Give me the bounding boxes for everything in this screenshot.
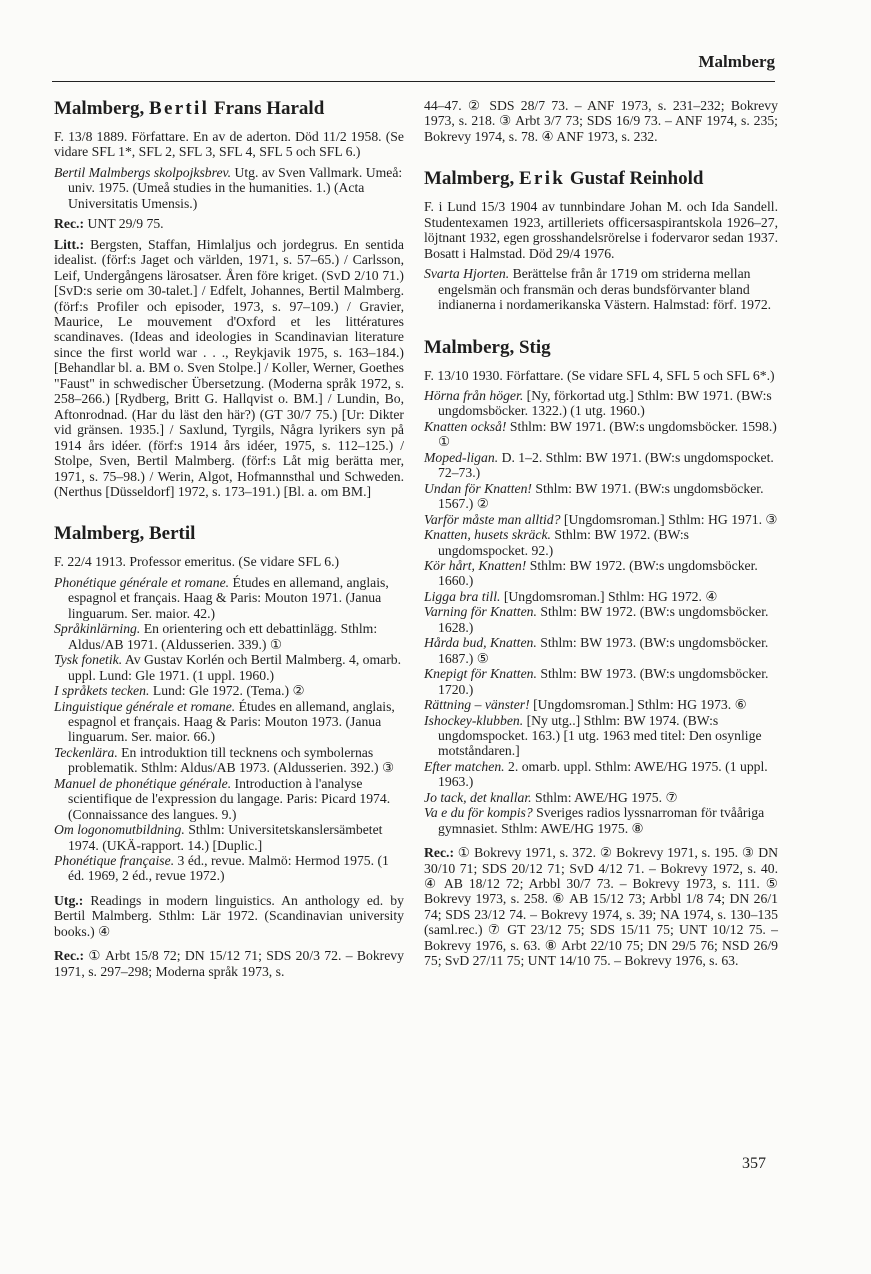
entry-heading: Malmberg, Bertil — [54, 523, 196, 545]
work-item: Tysk fonetik. Av Gustav Korlén och Bertil Malmberg. 4, omarb. uppl. Lund: Gle 1971. (1 uppl. 1960.) — [54, 652, 402, 683]
works-list — [424, 388, 778, 836]
work-item: Moped-ligan. D. 1–2. Sthlm: BW 1971. (BW:s ungdomspocket. 72–73.) — [424, 449, 774, 481]
work-item: Om logonomutbildning. Sthlm: Universitetskanslersämbetet 1974. (UKÄ-rapport. 14.) [Duplic.] — [54, 822, 383, 853]
reviews: Rec.: UNT 29/9 75. — [54, 216, 164, 232]
reviews: Rec.: ① Arbt 15/8 72; DN 15/12 71; SDS 20/3 72. – Bokrevy 1971, s. 297–298; Moderna språk 1973, s. — [54, 948, 404, 979]
work-item: Efter matchen. 2. omarb. uppl. Sthlm: AWE/HG 1975. (1 uppl. 1963.) — [424, 758, 768, 790]
work-item: Språkinlärning. En orientering och ett debattinlägg. Sthlm: Aldus/AB 1971. (Aldusserien. 339.) ① — [54, 621, 378, 652]
work-item: Va e du för kompis? Sveriges radios lyssnarroman för tvååriga gymnasiet. Sthlm: AWE/HG 1975. ⑧ — [424, 805, 765, 836]
work-item: Knatten också! Sthlm: BW 1971. (BW:s ungdomsböcker. 1598.) ① — [424, 418, 777, 450]
edited-works: Utg.: Readings in modern linguistics. An anthology ed. by Bertil Malmberg. Sthlm: Lär 1972. (Scandinavian university books.) ④ — [54, 892, 404, 939]
work-item: I språkets tecken. Lund: Gle 1972. (Tema.) ② — [54, 683, 305, 699]
work-item: Varför måste man alltid? [Ungdomsroman.] Sthlm: HG 1971. ③ — [424, 511, 778, 527]
work-item: Hårda bud, Knatten. Sthlm: BW 1973. (BW:s ungdomsböcker. 1687.) ⑤ — [424, 635, 769, 666]
work-item: Phonétique générale et romane. Études en allemand, anglais, espagnol et français. Haag & Paris: Mouton 1971. (Janua linguarum. Ser. maior. 42.) — [54, 574, 389, 621]
header-rule — [52, 81, 775, 82]
entry-bio: F. 13/8 1889. Författare. En av de aderton. Död 11/2 1958. (Se vidare SFL 1*, SFL 2, SFL 3, SFL 4, SFL 5 och SFL 6.) — [54, 129, 404, 160]
entry-bio: F. 13/10 1930. Författare. (Se vidare SFL 4, SFL 5 och SFL 6*.) — [424, 367, 775, 383]
entry-malmberg-bertil-frans-harald — [54, 98, 404, 499]
work-item: Phonétique française. 3 éd., revue. Malmö: Hermod 1975. (1 éd. 1969, 2 éd., revue 1972.) — [54, 853, 389, 884]
work-item: Linguistique générale et romane. Études en allemand, anglais, espagnol et français. Haag & Paris: Mouton 1973. (Janua linguarum. Ser. maior. 66.) — [54, 698, 395, 745]
work-item: Knatten, husets skräck. Sthlm: BW 1972. (BW:s ungdomspocket. 92.) — [424, 527, 690, 558]
entry-malmberg-bertil — [54, 523, 404, 979]
work-item: Manuel de phonétique générale. Introduction à l'analyse scientifique de l'expression du langage. Paris: Picard 1974. (Connaissance des langues. 9.) — [54, 775, 391, 822]
work-item: Kör hårt, Knatten! Sthlm: BW 1972. (BW:s ungdomsböcker. 1660.) — [424, 557, 758, 589]
right-column — [424, 98, 778, 969]
work-item: Undan för Knatten! Sthlm: BW 1971. (BW:s ungdomsböcker. 1567.) ② — [424, 480, 764, 512]
work-item: Hörna från höger. [Ny, förkortad utg.] Sthlm: BW 1971. (BW:s ungdomsböcker. 1322.) (1 utg. 1960.) — [424, 387, 772, 419]
running-head — [0, 0, 871, 82]
entry-malmberg-stig — [424, 337, 778, 969]
reviews-continued: 44–47. ② SDS 28/7 73. – ANF 1973, s. 231–232; Bokrevy 1973, s. 218. ③ Arbt 3/7 73; SDS 16/9 73. – ANF 1974, s. 235; Bokrevy 1974, s. 78. ④ ANF 1973, s. 232. — [424, 98, 778, 144]
work-item: Bertil Malmbergs skolpojksbrev. Utg. av Sven Vallmark. Umeå: univ. 1975. (Umeå studies in the humanities. 1.) (Acta Universitatis Umensis.) — [54, 164, 403, 211]
entry-heading: Malmberg, Stig — [424, 336, 551, 358]
work-item: Jo tack, det knallar. Sthlm: AWE/HG 1975. ⑦ — [424, 789, 678, 805]
work-item: Ligga bra till. [Ungdomsroman.] Sthlm: HG 1972. ④ — [424, 588, 718, 604]
work-item: Varning för Knatten. Sthlm: BW 1972. (BW:s ungdomsböcker. 1628.) — [424, 604, 769, 635]
left-column — [54, 98, 404, 979]
entry-bio: F. 22/4 1913. Professor emeritus. (Se vidare SFL 6.) — [54, 554, 340, 570]
entry-heading: Malmberg, Bertil Frans Harald — [54, 98, 325, 119]
work-item: Knepigt för Knatten. Sthlm: BW 1973. (BW:s ungdomsböcker. 1720.) — [424, 666, 769, 697]
work-item: Ishockey-klubben. [Ny utg..] Sthlm: BW 1974. (BW:s ungdomspocket. 163.) [1 utg. 1963 med titel: Den osynlige motståndaren.] — [424, 712, 762, 759]
entry-heading: Malmberg, Erik Gustaf Reinhold — [424, 168, 704, 190]
work-item: Svarta Hjorten. Berättelse från år 1719 om striderna mellan engelsmän och fransmän och deras bundsförvanter bland indianerna i nordamerikanska Västern. Halmstad: förf. 1972. — [424, 266, 772, 313]
reviews: Rec.: ① Bokrevy 1971, s. 372. ② Bokrevy 1971, s. 195. ③ DN 30/10 71; SDS 20/12 71; SvD 4/12 71. – Bokrevy 1972, s. 40. ④ AB 18/12 72; Arbbl 30/7 73. – Bokrevy 1973, s. 111. ⑤ Bokrevy 1973, s. 258. ⑥ AB 15/12 73; Arbbl 1/8 74; DN 26/1 74; SDS 23/12 74. – Bokrevy 1974, s. 39; NA 1974, s. 130–135 (saml.rec.) ⑦ GT 23/12 75; SDS 15/11 75; UNT 10/12 75. – Bokrevy 1976, s. 63. ⑧ Arbt 22/10 75; DN 29/5 76; NSD 26/9 75; SvD 27/11 75; UNT 14/10 75. – Bokrevy 1976, s. 63. — [424, 845, 778, 969]
entry-malmberg-erik-gustaf-reinhold — [424, 168, 778, 312]
works-list — [54, 575, 404, 884]
page-number: 357 — [742, 1155, 766, 1172]
work-item: Teckenlära. En introduktion till tecknens och symbolernas problematik. Sthlm: Aldus/AB 1973. (Aldusserien. 392.) ③ — [54, 744, 395, 776]
entry-bio: F. i Lund 15/3 1904 av tunnbindare Johan M. och Ida Sandell. Studentexamen 1923, artilleriets officersaspirantskola 1926–27, löjtnant 1932, egen grosshandelsrörelse i fodervaror sedan 1937. Bosatt i Halmstad. Död 29/4 1976. — [424, 199, 778, 261]
running-head-title: Malmberg — [698, 52, 775, 71]
literature: Litt.: Bergsten, Staffan, Himlaljus och jordegrus. En sentida idealist. (förf:s Jaget och världen, 1971, s. 57–65.) / Carlsson, Leif, Undergångens lärosatser. Åren före kriget. (SvD 2/10 71.) [SvD:s serie om 30-talet.] / Edfelt, Johannes, Bertil Malmberg. (förf:s Profiler och episoder, 1973, s. 97–109.) / Gravier, Maurice, Le mouvement d'Oxford et les littératures scandinaves. (Ideas and ideologies in Scandinavian literature since the first world war . . ., Reykjavik 1975, s. 163–184.) [Behandlar bl. a. BM o. Sven Stolpe.] / Koller, Werner, Goethes "Faust" in schwedischer Übersetzung. (Moderna språk 1972, s. 258–266.) [Rydberg, Britt G. Hallqvist o. BM.] / Lundin, Bo, Aftonrodnad. (Har du läst den här?) (GT 30/7 75.) [Ur: Dikter vid gränsen. 1935.] / Saxlund, Tyrgils, Några lyrikers syn på 1914 års idéer. (förf:s 1914 års idéer, 1975, s. 112–125.) / Stolpe, Sven, Bertil Malmberg. (förf:s Låt mig berätta mer, 1971, s. 75–98.) / Werin, Algot, Hofmannsthal und Schweden. (Nerthus [Düsseldorf] 1972, s. 173–191.) [Bl. a. om BM.] — [54, 236, 404, 499]
work-item: Rättning – vänster! [Ungdomsroman.] Sthlm: HG 1973. ⑥ — [424, 697, 747, 713]
